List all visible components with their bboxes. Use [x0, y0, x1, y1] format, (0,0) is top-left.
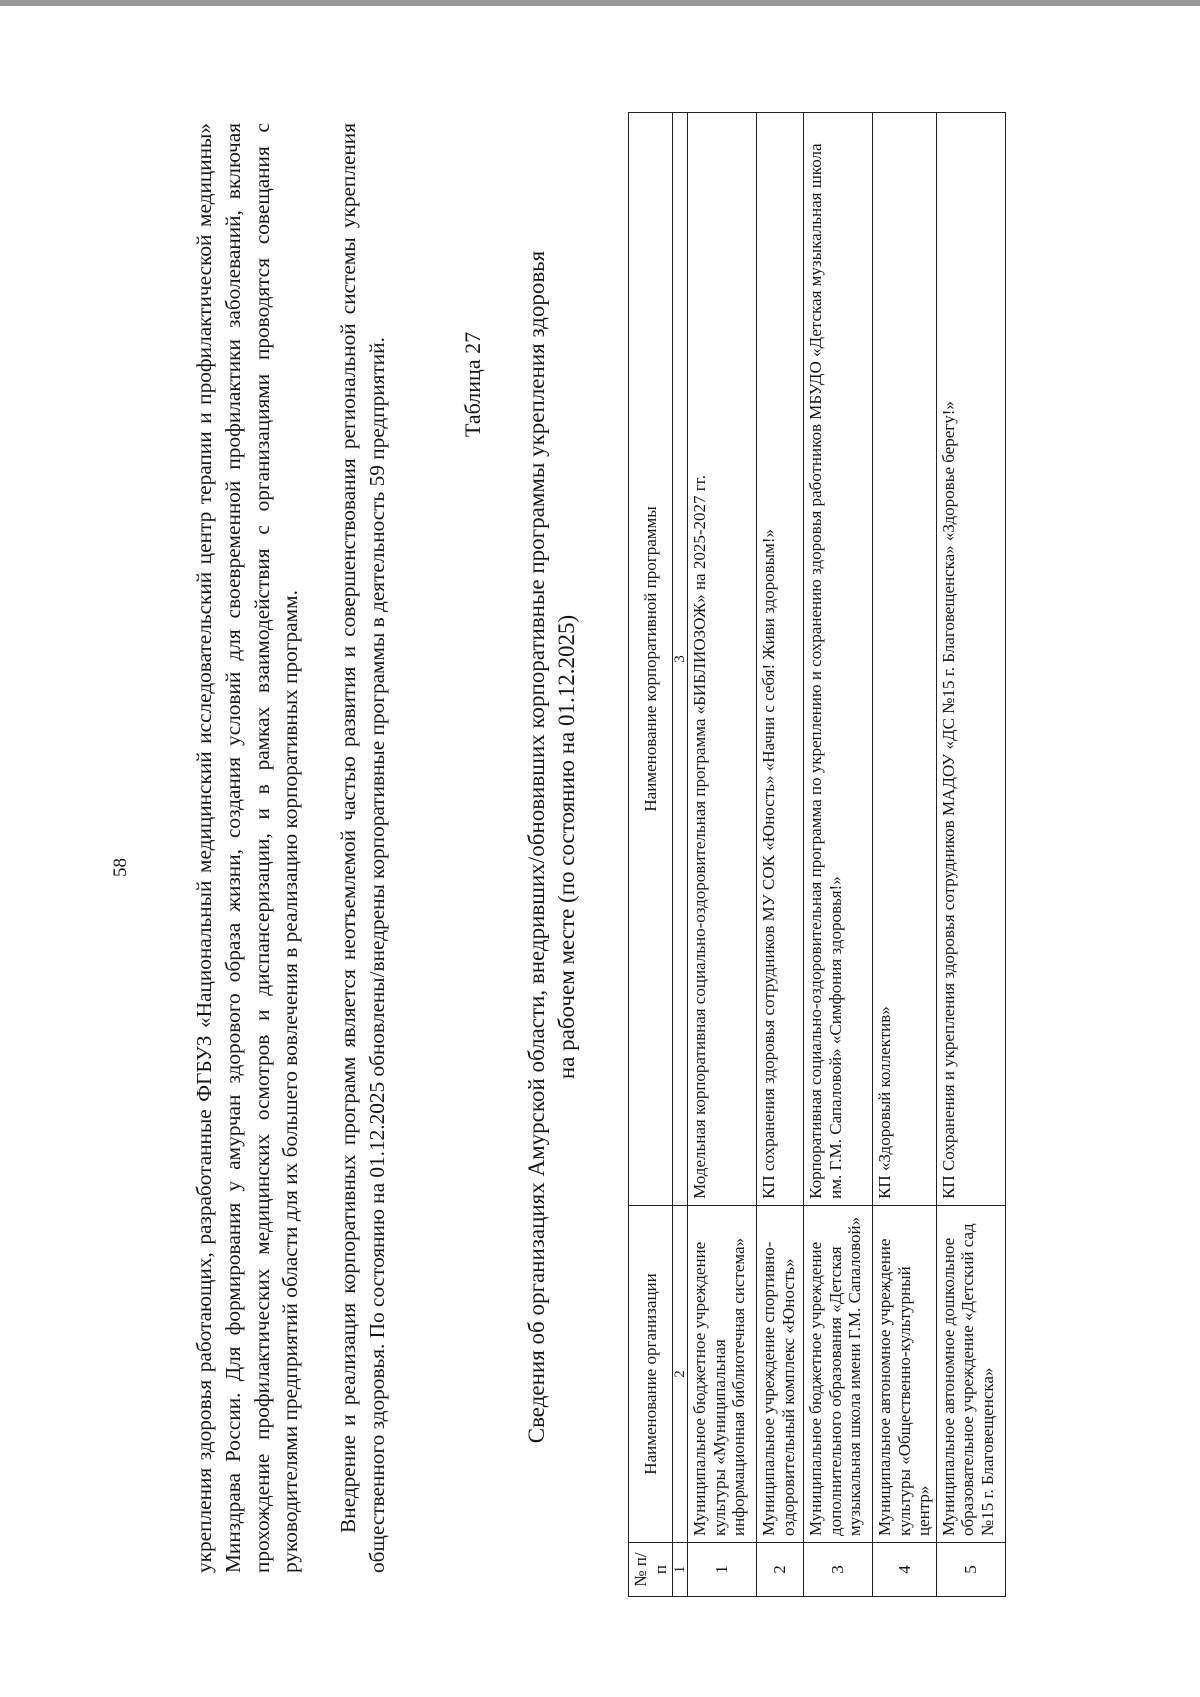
body-paragraph-2: Внедрение и реализация корпоративных программ является неотъемлемой частью развития и совершенствования региональной системы укрепления общественного здоровья. По состоянию на 01.12.2025 обновлены/внедрены корпоративные программы в деятельность 59 предприятий.: [336, 123, 389, 1573]
row-number: 2: [757, 1543, 804, 1597]
column-number-row: [673, 113, 688, 1597]
program-name: Корпоративная социально-оздоровительная программа по укреплению и сохранению здоровья работников МБУДО «Детская музыкальная школа им. Г.М. Сапаловой» «Симфония здоровья!»: [804, 113, 873, 1206]
organization-name: Муниципальное бюджетное учреждение культуры «Муниципальная информационная библиотечная система»: [688, 1205, 757, 1542]
organization-name: Муниципальное учреждение спортивно-оздоровительный комплекс «Юность»: [757, 1205, 804, 1542]
table-label: Таблица 27: [460, 331, 485, 437]
row-number: 4: [873, 1543, 937, 1597]
row-number: 3: [804, 1543, 873, 1597]
program-name: КП сохранения здоровья сотрудников МУ СОК «Юность» «Начни с себя! Живи здоровым!»: [757, 113, 804, 1206]
header-number: № п/п: [629, 1543, 673, 1597]
organizations-table: [628, 112, 1006, 1597]
table-row: [804, 113, 873, 1597]
column-number: 1: [673, 1543, 688, 1597]
body-paragraph-1: укрепления здоровья работающих, разработанные ФГБУЗ «Национальный медицинский исследовательский центр терапии и профилактической медицины» Минздрава России. Для формирования у амурчан здорового образа жизни, создания условий для своевременной профилактики заболеваний, включая прохождение профилактических медицинских осмотров и диспансеризации, и в рамках взаимодействия с организациями проводятся совещания с руководителями предприятий области для их большего вовлечения в реализацию корпоративных программ.: [192, 123, 303, 1573]
row-number: 1: [688, 1543, 757, 1597]
program-name: КП Сохранения и укрепления здоровья сотрудников МАДОУ «ДС №15 г. Благовещенска» «Здоровье берегу!»: [936, 113, 1005, 1206]
header-program: Наименование корпоративной программы: [629, 113, 673, 1206]
program-name: Модельная корпоративная социально-оздоровительная программа «БИБЛИОЗОЖ» на 2025-2027 гг.: [688, 113, 757, 1206]
organization-name: Муниципальное бюджетное учреждение дополнительного образования «Детская музыкальная школа имени Г.М. Сапаловой»: [804, 1205, 873, 1542]
program-name: КП «Здоровый коллектив»: [873, 113, 937, 1206]
table-row: [688, 113, 757, 1597]
organization-name: Муниципальное автономное дошкольное образовательное учреждение «Детский сад №15 г. Благовещенска»: [936, 1205, 1005, 1542]
row-number: 5: [936, 1543, 1005, 1597]
organization-name: Муниципальное автономное учреждение культуры «Общественно-культурный центр»: [873, 1205, 937, 1542]
page-number: 58: [110, 858, 131, 877]
table-row: [873, 113, 937, 1597]
column-number: 2: [673, 1205, 688, 1542]
column-number: 3: [673, 113, 688, 1206]
table-row: [936, 113, 1005, 1597]
header-organization: Наименование организации: [629, 1205, 673, 1542]
table-title: Сведения об организациях Амурской области, внедривших/обновивших корпоративные программы укрепления здоровья на рабочем месте (по состоянию на 01.12.2025): [524, 250, 579, 1444]
table-header-row: [629, 113, 673, 1597]
table-row: [757, 113, 804, 1597]
